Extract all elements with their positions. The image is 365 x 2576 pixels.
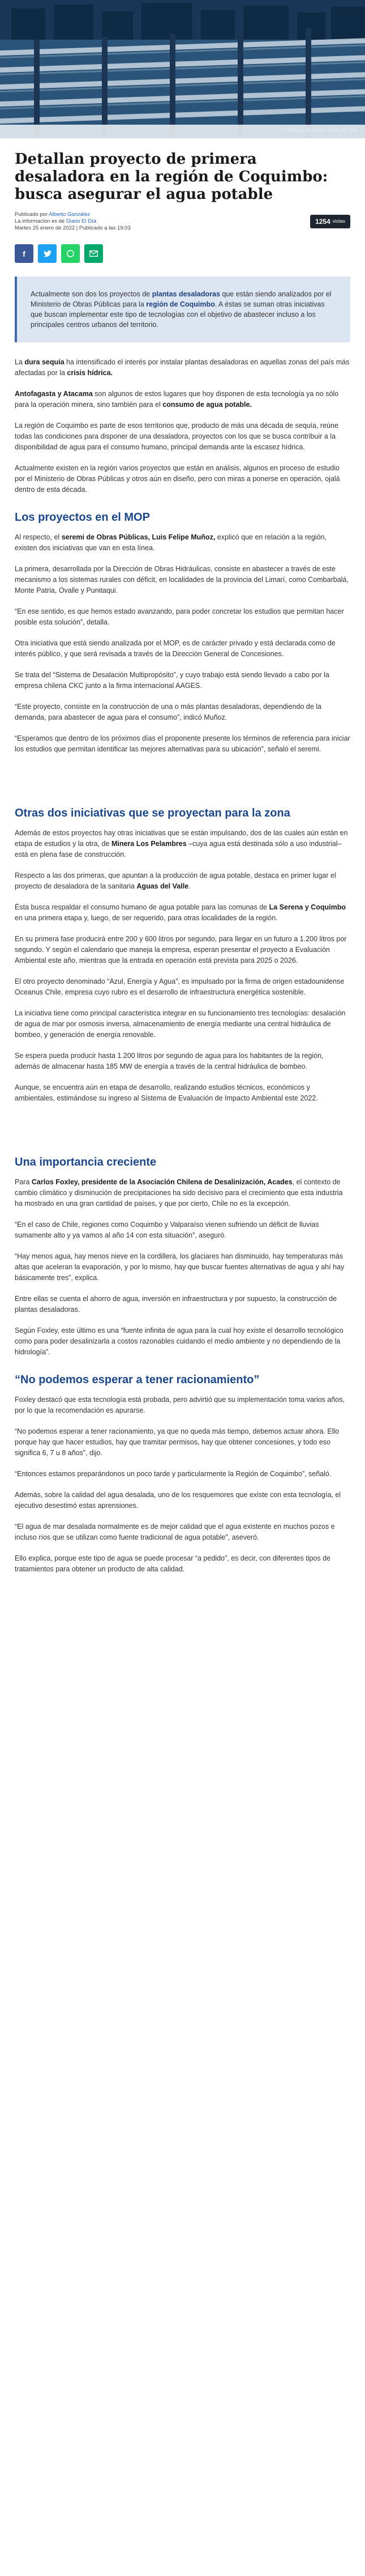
paragraph: Otra iniciativa que está siendo analizada por el MOP, es de carácter privado y está declarada como de interés público, y que será revisada a través de la Dirección General de Concesiones.: [15, 639, 336, 658]
desalination-plant-illustration: [0, 0, 365, 138]
paragraph: En su primera fase producirá entre 200 y 600 litros por segundo, para llegar en un futuro a 1.200 litros por segundo. Y según el calendario que maneja la empresa, esperan presentar el proyecto a Evaluación Ambiental este año, mientras que la entrada en operación está prevista para 2025 o 2026.: [15, 935, 347, 964]
paragraph: Antofagasta y Atacama son algunos de estos lugares que hoy disponen de esta tecnología ya no sólo para la operación minera, sino también para el consumo de agua potable.: [15, 390, 339, 409]
published-by-label: Publicado por: [15, 211, 48, 218]
source-link[interactable]: Diario El Día: [66, 218, 97, 224]
paragraph: “El agua de mar desalada normalmente es de mejor calidad que el agua existente en muchos pozos e incluso ríos que se utilizan como fuente tradicional de agua potable”, aseveró.: [15, 1523, 335, 1541]
views-count: 1254: [315, 218, 330, 226]
article-meta: [15, 211, 350, 232]
facebook-share-icon[interactable]: f: [15, 244, 33, 263]
paragraph: “Este proyecto, consiste en la construcción de una o más plantas desaladoras, dependiendo de la demanda, para abastecer de agua para el consumo”, indicó Muñoz.: [15, 703, 322, 721]
section-heading: “No podemos esperar a tener racionamiento”: [15, 1374, 260, 1386]
paragraph: Al respecto, el seremi de Obras Públicas, Luis Felipe Muñoz, explicó que en relación a la región, existen dos iniciativas que van en esta línea.: [15, 533, 327, 552]
lead-text: Actualmente son dos los proyectos de: [31, 290, 152, 298]
whatsapp-share-icon[interactable]: [61, 244, 80, 263]
section-heading: Los proyectos en el MOP: [15, 511, 150, 524]
paragraph: Entre ellas se cuenta el ahorro de agua, inversión en infraestructura y por supuesto, la construcción de plantas desaladoras.: [15, 1295, 337, 1313]
paragraph: La primera, desarrollada por la Dirección de Obras Hidráulicas, consiste en abastecer a través de este mecanismo a los sistemas rurales con déficit, en localidades de la provincia del Limarí, como Combarbalá, Monte Patria, Ovalle y Punitaqui.: [15, 565, 349, 594]
paragraph: “En ese sentido, es que hemos estado avanzando, para poder concretar los estudios que permitan hacer posible esta solución”, detalla.: [15, 607, 344, 626]
image-credit: Créditos: Terrain / Vista El Día: [281, 128, 357, 134]
share-buttons: [15, 244, 350, 263]
paragraph: Se espera pueda producir hasta 1.200 litros por segundo de agua para los habitantes de la región, además de almacenar hasta 185 MW de energía a través de la central hidráulica de bombeo.: [15, 1052, 324, 1070]
byline: [15, 211, 131, 232]
paragraph: Se trata del “Sistema de Desalación Multipropósito”, y cuyo trabajo está siendo llevado a cabo por la empresa chilena CKC junto a la firma internacional AAGES.: [15, 671, 329, 690]
article: [0, 151, 365, 1575]
lead-highlight: plantas desaladoras: [152, 290, 220, 298]
info-label: La información es de: [15, 218, 65, 224]
paragraph: “Entonces estamos preparándonos un poco tarde y particularmente la Región de Coquimbo”, señaló.: [15, 1470, 332, 1478]
views-label: visitas: [332, 219, 345, 224]
paragraph: La región de Coquimbo es parte de esos territorios que, producto de más una década de sequía, reúne todas las condiciones para disponer de una desaladora, proyectos con los que se busca contribuir a la disponibilidad de agua para el consumo humano, principal demanda ante la escasez hídrica.: [15, 422, 338, 451]
paragraph: Foxley destacó que esta tecnología está probada, pero advirtió que su implementación toma varios años, por lo que la recomendación es apurarse.: [15, 1396, 345, 1414]
lead-text: . A éstas se suman otras iniciativas que buscan implementar este tipo de tecnologías con el objetivo de abastecer incluso a los principales centros urbanos del territorio.: [31, 300, 325, 329]
author-link[interactable]: Alberto González: [49, 211, 91, 218]
lead-highlight: región de Coquimbo: [146, 300, 215, 308]
section-heading: Otras dos iniciativas que se proyectan para la zona: [15, 807, 290, 819]
paragraph: Para Carlos Foxley, presidente de la Asociación Chilena de Desalinización, Acades, el contexto de cambio climático y disminución de precipitaciones ha sido decisivo para el crecimiento que esta industria ha mostrado en una gran cantidad de países, y que por cierto, Chile no es la excepción.: [15, 1178, 343, 1208]
paragraph: Respecto a las dos primeras, que apuntan a la producción de agua potable, destaca en primer lugar el proyecto de desaladora de la sanitaria Aguas del Valle.: [15, 872, 336, 890]
email-share-icon[interactable]: [84, 244, 103, 263]
hero-image: [0, 0, 365, 138]
paragraph: Además de estos proyectos hay otras iniciativas que se están impulsando, dos de las cuales aún están en etapa de estudios y la otra, de Minera Los Pelambres –cuya agua está destinada sólo a uso industrial– está en plena fase de construcción.: [15, 829, 348, 858]
article-title: Detallan proyecto de primera desaladora en la región de Coquimbo: busca asegurar el agua potable: [15, 151, 328, 203]
paragraph: La dura sequía ha intensificado el interés por instalar plantas desaladoras en aquellas zonas del país más afectadas por la crisis hídrica.: [15, 358, 350, 377]
paragraph: “Esperamos que dentro de los próximos días el proponente presente los términos de referencia para iniciar los estudios que permitan identificar las mejores alternativas para su ubicación”, señaló el seremi.: [15, 734, 350, 753]
paragraph: Aunque, se encuentra aún en etapa de desarrollo, realizando estudios técnicos, económicos y ambientales, estimándose su ingreso al Sistema de Evaluación de Impacto Ambiental este 2022.: [15, 1083, 318, 1102]
paragraph: Actualmente existen en la región varios proyectos que están en análisis, algunos en proceso de estudio por el Ministerio de Obras Públicas y otros aún en diseño, pero con miras a ponerse en operación, ojalá dentro de esta década.: [15, 464, 340, 494]
article-lead: [15, 277, 350, 342]
paragraph: “Hay menos agua, hay menos nieve en la cordillera, los glaciares han disminuido, hay temperaturas más altas que aceleran la evaporación, y por lo mismo, hay que buscar fuentes alternativas de agua y ahí hay básicamente tres”, explica.: [15, 1252, 345, 1282]
paragraph: Además, sobre la calidad del agua desalada, uno de los resquemores que existe con esta tecnología, el ejecutivo desestimó estas aprensiones.: [15, 1491, 341, 1510]
section-heading: Una importancia creciente: [15, 1156, 157, 1168]
publish-date: Martes 25 enero de 2022 | Publicado a las 19:03: [15, 225, 131, 231]
views-counter: [310, 215, 350, 228]
paragraph: El otro proyecto denominado “Azul, Energía y Agua”, es impulsado por la firma de origen estadounidense Oceanus Chile, empresa cuyo rubro es el desarrollo de infraestructura energética sostenible.: [15, 977, 345, 996]
paragraph: “No podemos esperar a tener racionamiento, ya que no queda más tiempo, debemos actuar ahora. Ello porque hay que hacer estudios, hay que tramitar permisos, hay que obtener concesiones, y todo eso significa 6, 7 u 8 años”, dijo.: [15, 1427, 340, 1457]
paragraph: “En el caso de Chile, regiones como Coquimbo y Valparaíso vienen sufriendo un déficit de lluvias sumamente alto y ya vamos al año 14 con esta situación”, aseguró.: [15, 1221, 319, 1239]
paragraph: La iniciativa tiene como principal característica integrar en su funcionamiento tres tecnologías: desalación de agua de mar por osmosis inversa, almacenamiento de energía mediante una central hidráulica de bombeo, y generación de energía renovable.: [15, 1009, 346, 1039]
paragraph: Ésta busca respaldar el consumo humano de agua potable para las comunas de La Serena y Coquimbo en una primera etapa y, luego, de ser requerido, para otras localidades de la región.: [15, 903, 346, 922]
twitter-share-icon[interactable]: [38, 244, 57, 263]
paragraph: Ello explica, porque este tipo de agua se puede procesar “a pedido”, es decir, con diferentes tipos de tratamientos para obtener un producto de alta calidad.: [15, 1554, 330, 1573]
paragraph: Según Foxley, este último es una “fuente infinita de agua para la cual hoy existe el desarrollo tecnológico como para poder desalinizarla a costos razonables cuidando el medio ambiente y no dependiendo de la hidrología”.: [15, 1327, 343, 1356]
lead-text: que están siendo analizados por el Ministerio de Obras Públicas para la: [31, 290, 332, 308]
